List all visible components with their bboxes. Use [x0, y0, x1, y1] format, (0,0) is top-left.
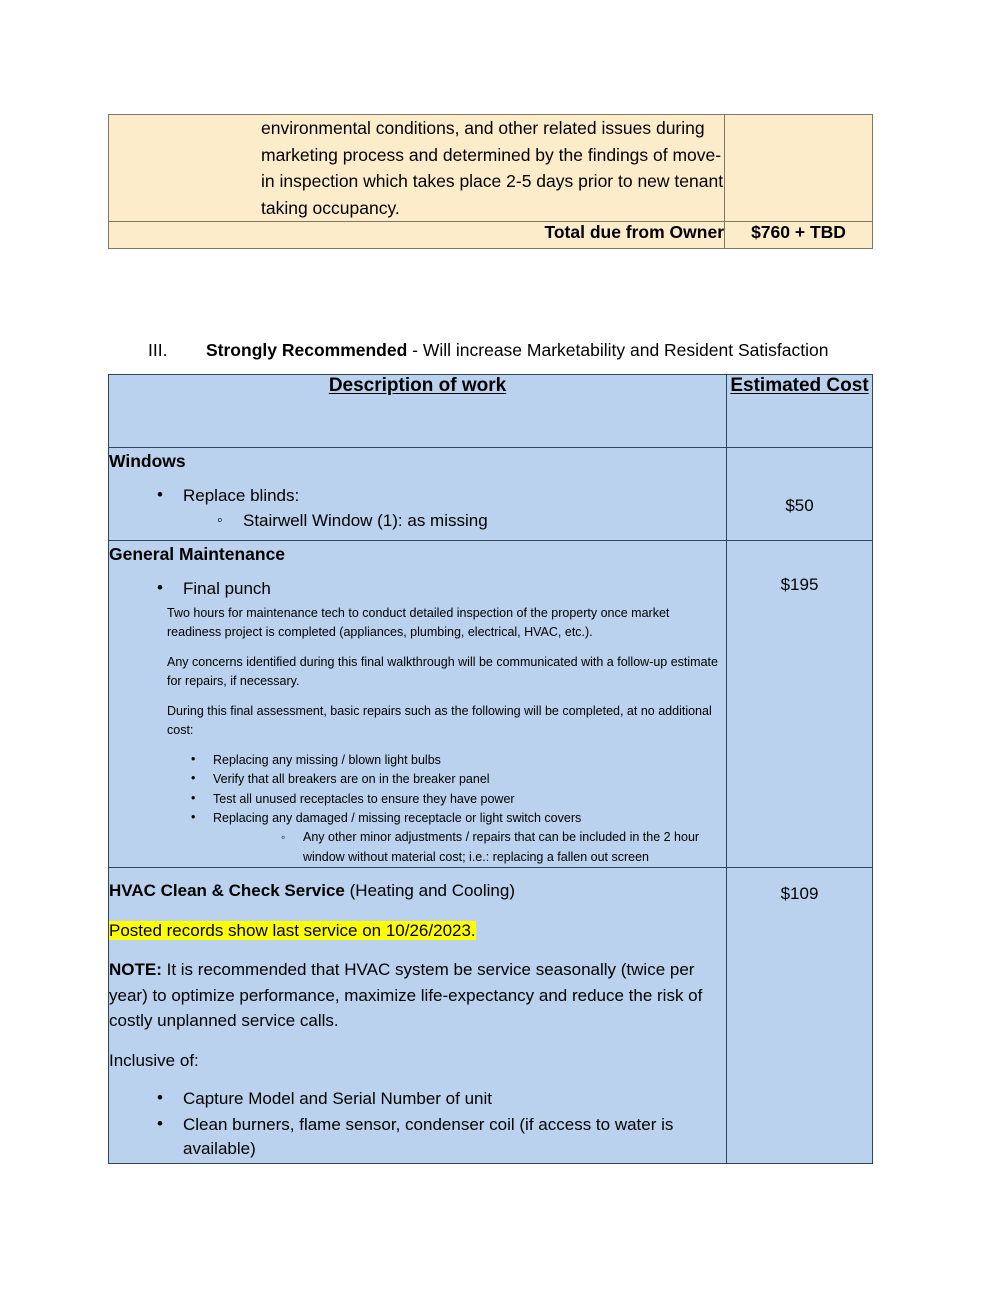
final-punch-label: Final punch	[183, 579, 271, 599]
recommended-work-table	[108, 374, 873, 1164]
table-row-general-maintenance	[109, 541, 873, 868]
table-row-total	[109, 222, 873, 249]
windows-cost-value: $50	[785, 496, 814, 515]
hvac-cost-value: $109	[780, 884, 819, 904]
header-cost-label: Estimated Cost	[730, 375, 869, 396]
table-header-row	[109, 375, 873, 448]
basic-repairs-sub-list	[213, 828, 726, 867]
hvac-note-text: It is recommended that HVAC system be service seasonally (twice per year) to optimize performance, maximize life-expectancy and reduce the risk of costly unplanned service calls.	[109, 960, 703, 1031]
general-maintenance-cost-value: $195	[780, 575, 819, 594]
list-item	[183, 1087, 726, 1112]
list-item	[213, 809, 726, 867]
basic-repair-item-3: Test all unused receptacles to ensure they have power	[213, 791, 515, 806]
hvac-inclusive-item-2: Clean burners, flame sensor, condenser coil (if access to water is available)	[183, 1114, 674, 1159]
list-item	[183, 1113, 726, 1162]
list-item	[303, 828, 726, 867]
final-punch-bullet-list	[109, 577, 726, 602]
section-title-rest: - Will increase Marketability and Resident Satisfaction	[407, 340, 829, 360]
basic-repair-item-1: Replacing any missing / blown light bulbs	[213, 752, 441, 767]
summary-table	[108, 114, 873, 249]
hvac-inclusive-label: Inclusive of:	[109, 1050, 199, 1070]
summary-empty-cost-cell	[725, 115, 873, 222]
general-maintenance-paragraph-2: Any concerns identified during this final walkthrough will be communicated with a follow-up estimate for repairs, if necessary.	[167, 654, 718, 688]
table-row	[109, 115, 873, 222]
windows-sub-bullet-text: Stairwell Window (1): as missing	[243, 510, 488, 530]
table-row-hvac	[109, 868, 873, 1164]
list-item	[183, 484, 726, 533]
header-description-of-work	[109, 375, 727, 448]
general-maintenance-description-cell	[109, 541, 727, 868]
basic-repair-sub-item: Any other minor adjustments / repairs that can be included in the 2 hour window without material cost; i.e.: replacing a fallen out screen	[303, 830, 700, 864]
summary-paragraph-cell	[109, 115, 725, 222]
section-heading	[148, 340, 828, 361]
hvac-group-title	[109, 878, 726, 904]
hvac-last-service-line	[109, 918, 726, 944]
table-row-windows	[109, 448, 873, 541]
total-due-value: $760 + TBD	[725, 222, 873, 249]
basic-repair-item-4: Replacing any damaged / missing receptacle or light switch covers	[213, 811, 582, 826]
list-item	[213, 770, 726, 789]
windows-cost-cell	[727, 448, 873, 541]
general-maintenance-group-title: General Maintenance	[109, 544, 286, 564]
hvac-note	[109, 957, 726, 1034]
basic-repairs-list	[109, 751, 726, 867]
hvac-description-cell	[109, 868, 727, 1164]
header-estimated-cost	[727, 375, 873, 448]
general-maintenance-paragraph-3: During this final assessment, basic repairs such as the following will be completed, at no additional cost:	[167, 703, 712, 737]
list-item	[213, 751, 726, 770]
hvac-inclusive-item-1: Capture Model and Serial Number of unit	[183, 1089, 492, 1109]
windows-description-cell	[109, 448, 727, 541]
hvac-group-title-rest: (Heating and Cooling)	[344, 881, 516, 901]
basic-repair-item-2: Verify that all breakers are on in the breaker panel	[213, 772, 490, 787]
list-item	[183, 577, 726, 602]
section-title-bold: Strongly Recommended	[206, 340, 408, 360]
windows-bullet-text: Replace blinds:	[183, 486, 300, 506]
hvac-inclusive-list	[109, 1087, 726, 1162]
hvac-cost-cell	[727, 868, 873, 1164]
section-numeral: III.	[148, 340, 168, 360]
list-item	[213, 790, 726, 809]
total-due-label: Total due from Owner	[109, 222, 725, 249]
windows-sub-bullet-list	[183, 509, 726, 534]
header-description-label: Description of work	[328, 375, 507, 396]
windows-group-title: Windows	[109, 451, 186, 471]
summary-paragraph-text: environmental conditions, and other related issues during marketing process and determined by the findings of move-in inspection which takes place 2-5 days prior to new tenant taking occupancy.	[261, 118, 724, 218]
hvac-group-title-bold: HVAC Clean & Check Service	[109, 881, 345, 901]
list-item	[243, 509, 726, 534]
hvac-last-service-highlight: Posted records show last service on 10/26/2023.	[109, 920, 476, 940]
general-maintenance-paragraph-1: Two hours for maintenance tech to conduct detailed inspection of the property once market readiness project is completed (appliances, plumbing, electrical, HVAC, etc.).	[167, 605, 670, 639]
hvac-note-label: NOTE:	[109, 960, 162, 980]
general-maintenance-cost-cell	[727, 541, 873, 868]
windows-bullet-list	[109, 484, 726, 533]
